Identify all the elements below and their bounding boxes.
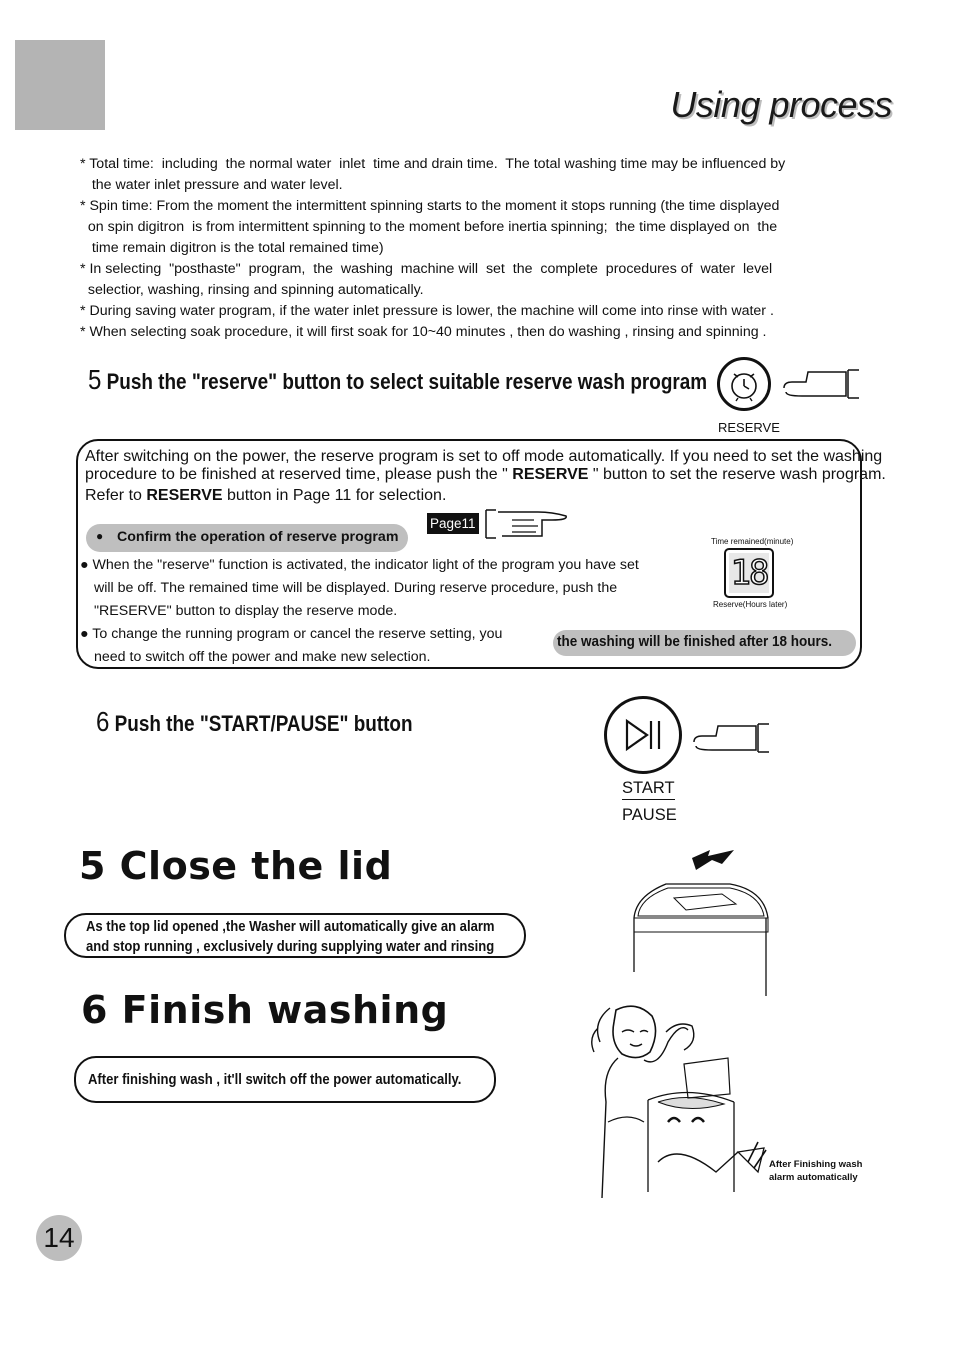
bullet-dot-icon: ●	[80, 557, 93, 573]
reserve-para-line	[85, 466, 886, 484]
lid-alarm-line: and stop running , exclusively during supplying water and rinsing	[86, 939, 495, 955]
text-span: procedure to be finished at reserved time, please push the "	[85, 466, 513, 483]
pointing-hand-icon	[482, 506, 572, 542]
notes-list	[80, 154, 820, 343]
note-line: * In selecting "posthaste" program, the washing machine will set the complete procedures of water level	[80, 261, 773, 277]
lid-alarm-note-box	[64, 913, 526, 958]
finish-note-box	[74, 1056, 496, 1103]
reserve-keyword: RESERVE	[146, 487, 223, 504]
note-line: * When selecting soak procedure, it will first soak for 10~40 minutes , then do washing , rinsing and spinning .	[80, 324, 767, 340]
note-line: * Total time: including the normal water inlet time and drain time. The total washing time may be influenced by	[80, 156, 786, 172]
bullet-line	[80, 554, 639, 577]
bullet-line: "RESERVE" button to display the reserve mode.	[94, 603, 398, 619]
note-line: on spin digitron is from intermittent spinning to the moment before inertia spinning; the time displayed on the	[80, 219, 778, 235]
text-span: When the "reserve" function is activated, the indicator light of the program you have set	[92, 557, 639, 573]
play-pause-icon	[607, 699, 679, 771]
step5-number: 5	[88, 364, 102, 395]
alarm-caption-line: After Finishing wash	[769, 1159, 863, 1170]
finish-washing-title: 6 Finish washing	[81, 988, 449, 1032]
display-top-label: Time remained(minute)	[711, 537, 794, 546]
text-span: " button to set the reserve wash program.	[588, 466, 886, 483]
start-pause-button[interactable]	[604, 696, 682, 774]
reserve-bullets	[80, 554, 639, 669]
start-label: START	[622, 779, 675, 800]
reserve-para-line: After switching on the power, the reserve program is set to off mode automatically. If you need to set the washing	[85, 448, 883, 465]
text-span: Refer to	[85, 487, 147, 504]
text-span: To change the running program or cancel the reserve setting, you	[92, 626, 503, 642]
reserve-button[interactable]	[717, 357, 771, 411]
note-line: * During saving water program, if the water inlet pressure is lower, the machine will come into rinse with water .	[80, 303, 774, 319]
page-title: Using process	[670, 84, 892, 125]
woman-washer-illustration	[588, 1002, 778, 1202]
step5-heading	[88, 364, 707, 396]
bullet-dot-icon: ●	[96, 529, 104, 543]
text-span: button in Page 11 for selection.	[222, 487, 447, 504]
note-line: * Spin time: From the moment the intermittent spinning starts to the moment it stops running (the time displayed	[80, 198, 780, 214]
step6-number: 6	[96, 706, 110, 737]
reserve-button-label: RESERVE	[718, 420, 780, 435]
step6-heading-text: Push the "START/PAUSE" button	[114, 711, 413, 736]
reserve-keyword: RESERVE	[512, 466, 589, 483]
corner-block	[15, 40, 105, 130]
alarm-caption-line: alarm automatically	[769, 1172, 858, 1183]
close-lid-title: 5 Close the lid	[79, 844, 393, 888]
bullet-dot-icon: ●	[80, 626, 93, 642]
note-line: the water inlet pressure and water level.	[80, 177, 343, 193]
alarm-caption	[769, 1158, 862, 1184]
washer-lid-illustration	[626, 846, 776, 998]
pointing-hand-icon	[692, 720, 772, 754]
reserve-para-line	[85, 484, 886, 508]
time-display	[724, 548, 774, 598]
display-value: 18	[730, 553, 768, 593]
bullet-line: will be off. The remained time will be displayed. During reserve procedure, push the	[94, 580, 618, 596]
finish-note: the washing will be finished after 18 hours.	[557, 634, 833, 650]
confirm-pill	[86, 524, 408, 552]
step6-heading	[96, 706, 413, 738]
page-reference-tag[interactable]: Page11	[427, 513, 479, 534]
reserve-paragraph	[85, 448, 886, 508]
pointing-hand-icon	[782, 366, 862, 400]
note-line: time remain digitron is the total remained time)	[80, 240, 384, 256]
finish-note-pill	[553, 630, 856, 656]
step5-heading-text: Push the "reserve" button to select suitable reserve wash program	[106, 369, 708, 394]
note-line: selectior, washing, rinsing and spinning automatically.	[80, 282, 424, 298]
clock-icon	[720, 360, 768, 408]
confirm-label: Confirm the operation of reserve program	[117, 529, 399, 545]
lid-alarm-line: As the top lid opened ,the Washer will automatically give an alarm	[86, 919, 495, 935]
display-bottom-label: Reserve(Hours later)	[713, 600, 788, 609]
finish-auto-off-note: After finishing wash , it'll switch off the power automatically.	[88, 1072, 462, 1088]
pause-label: PAUSE	[622, 806, 677, 824]
bullet-line: need to switch off the power and make new selection.	[94, 649, 431, 665]
page-number: 14	[36, 1215, 82, 1261]
